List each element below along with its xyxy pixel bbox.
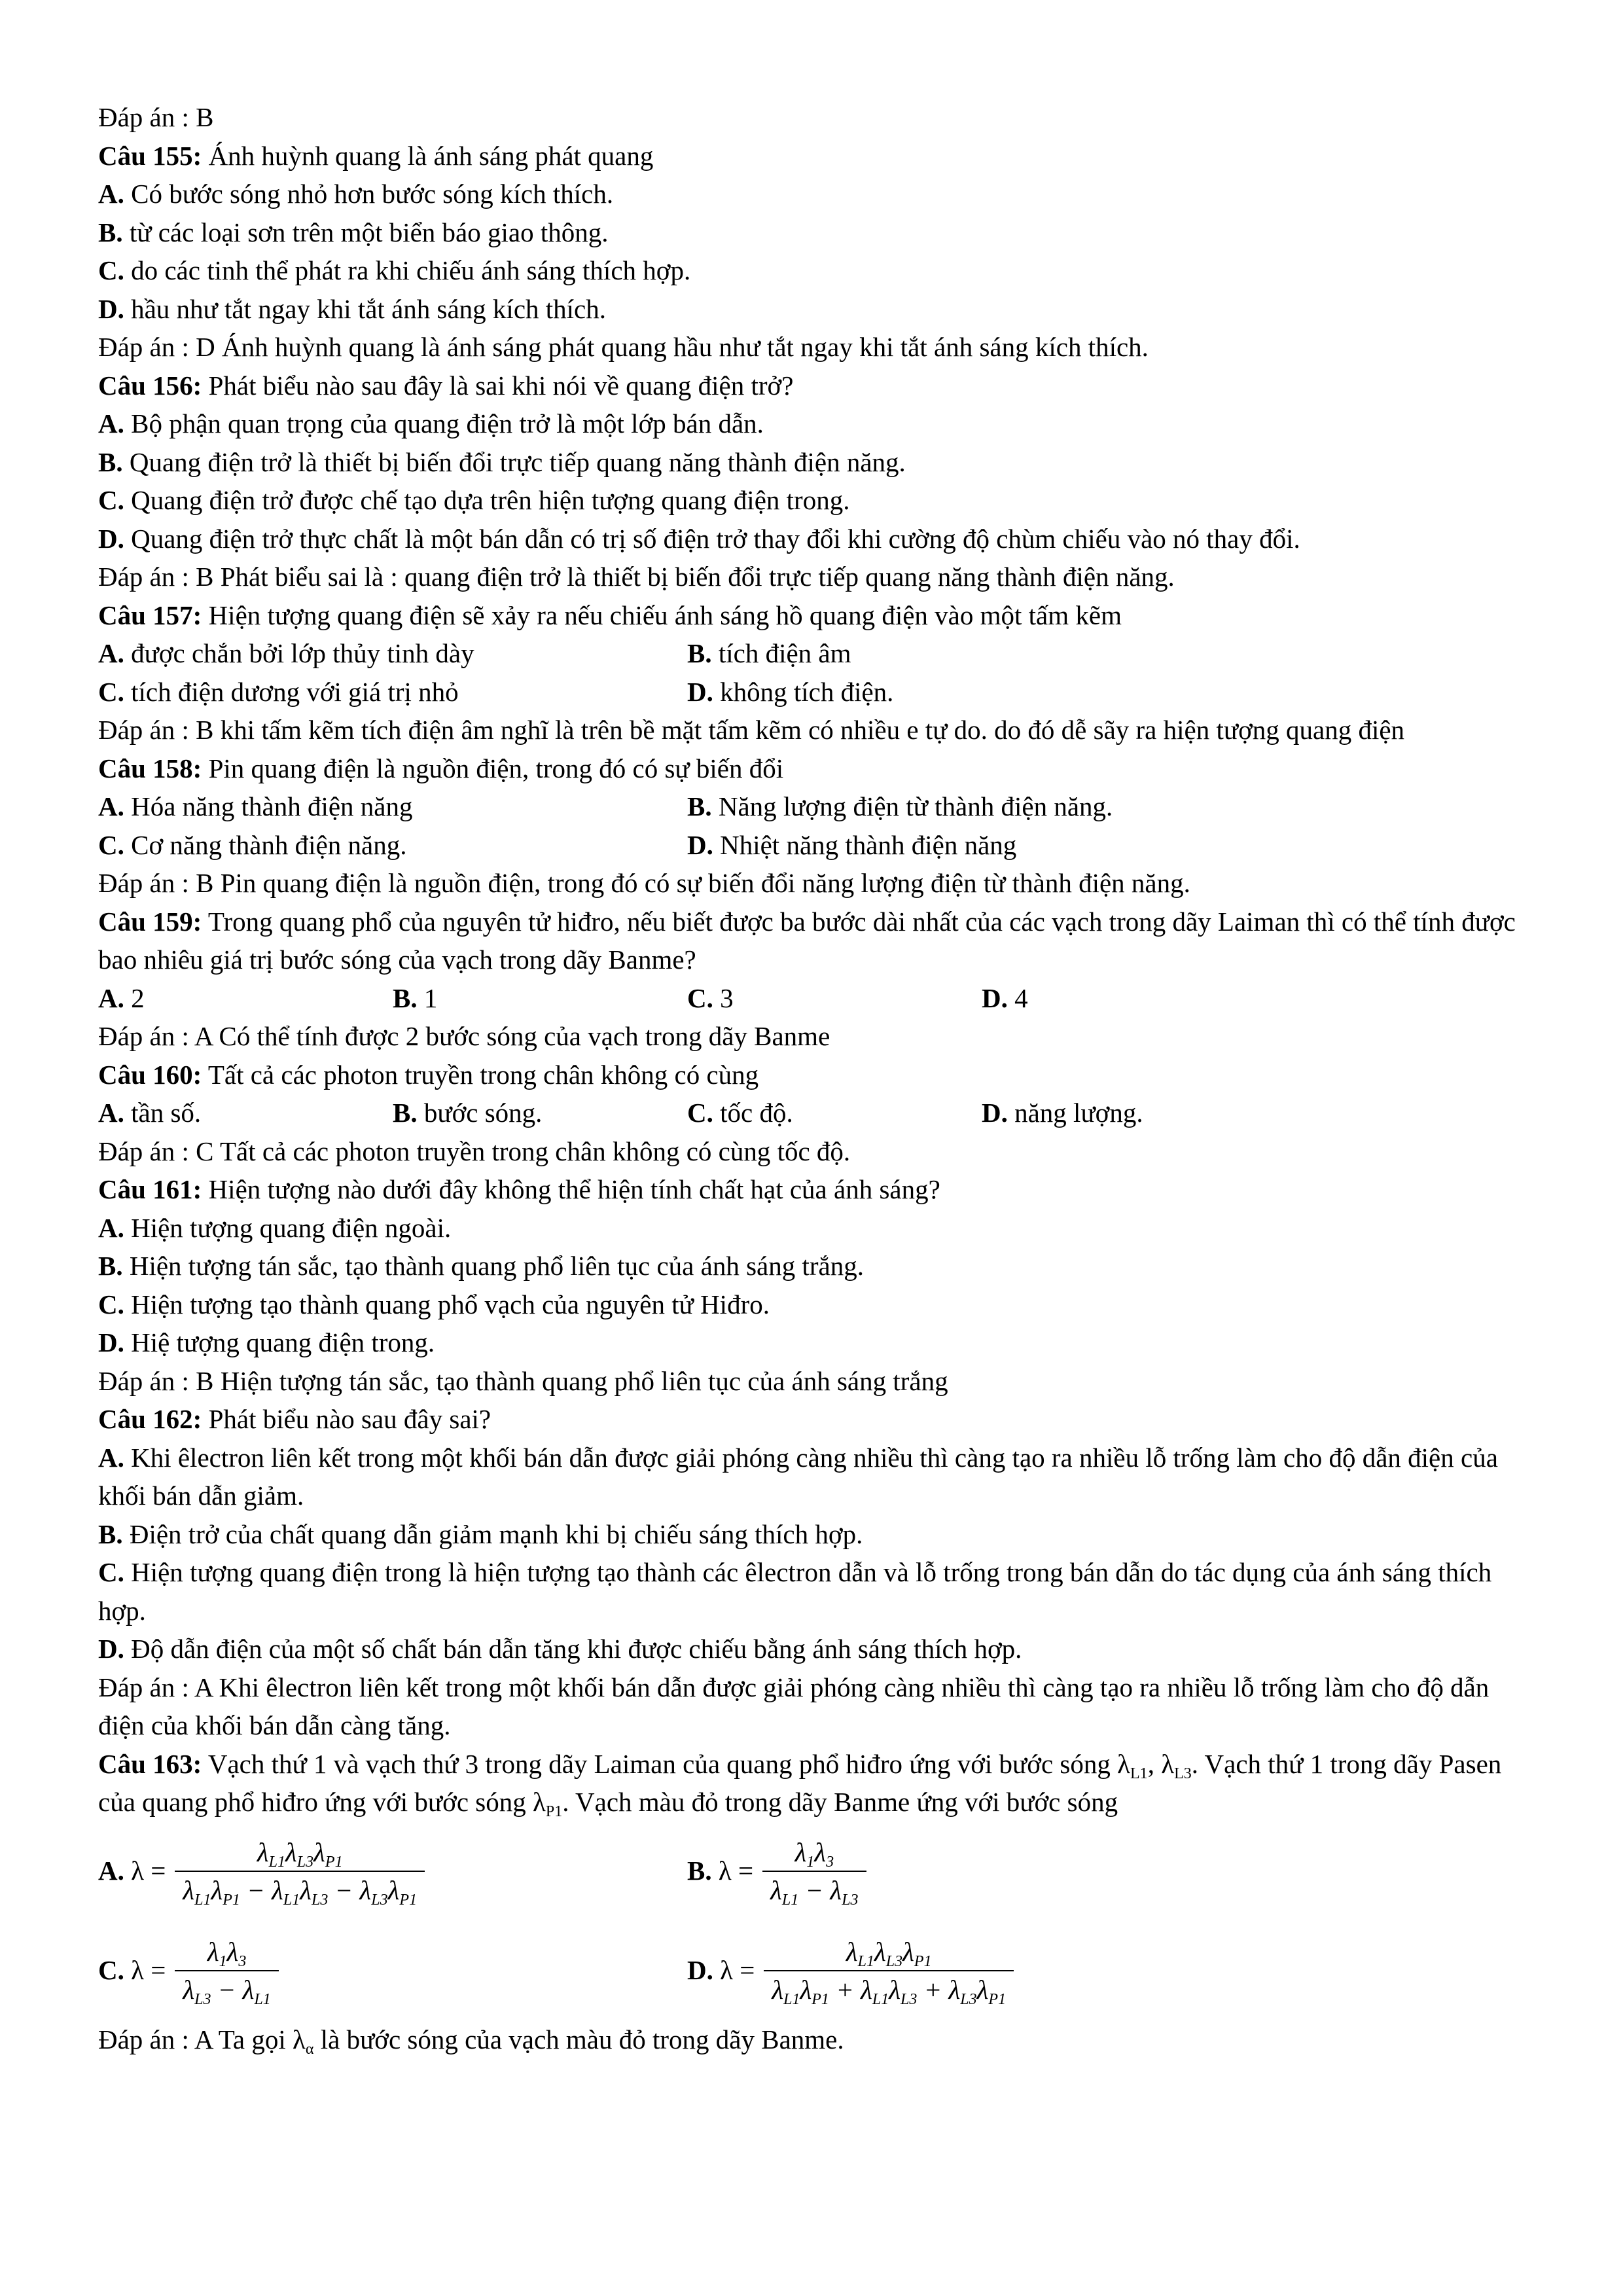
text-line: Đáp án : B: [98, 102, 214, 132]
numerator: $\lambda_1\lambda_3$: [794, 1837, 834, 1871]
option-b: B. 1: [393, 982, 438, 1013]
option-a: A. λ = $\frac{\lambda_{L1}\lambda_{L3}\lambda_{P1}}{\lambda_{L1}\lambda_{P1} - \lambda_{L1}\lambda_{L3} - \lambda_{L3}\lambda_{P1}}$: [98, 1837, 687, 1906]
text-line: Đáp án : B Phát biểu sai là : quang điện trở là thiết bị biến đổi trực tiếp quang năng thành điện năng.: [98, 562, 1175, 592]
q159-question: Câu 159: Trong quang phổ của nguyên tử hiđro, nếu biết được ba bước dài nhất của các vạch trong dãy Laiman thì có thể tính được bao nhiêu giá trị bước sóng của vạch trong dãy Banme?: [98, 906, 1516, 975]
option-d: D. 4: [982, 982, 1028, 1013]
text-line: D. hầu như tắt ngay khi tắt ánh sáng kích thích.: [98, 293, 606, 324]
text-line: B. Quang điện trở là thiết bị biến đổi trực tiếp quang năng thành điện năng.: [98, 446, 906, 477]
q157-options-row-2: [98, 673, 1538, 711]
option-b: B. Năng lượng điện từ thành điện năng.: [687, 791, 1113, 821]
q159-answer: Đáp án : A Có thể tính được 2 bước sóng của vạch trong dãy Banme: [98, 1021, 830, 1051]
text-line: B. Hiện tượng tán sắc, tạo thành quang phổ liên tục của ánh sáng trắng.: [98, 1251, 864, 1281]
text-line: C. Hiện tượng tạo thành quang phổ vạch của nguyên tử Hiđro.: [98, 1289, 770, 1319]
numerator: $\lambda_1\lambda_3$: [207, 1936, 247, 1970]
option-d: D. năng lượng.: [982, 1098, 1143, 1128]
text-line: Đáp án : D Ánh huỳnh quang là ánh sáng phát quang hầu như tắt ngay khi tắt ánh sáng kích thích.: [98, 332, 1149, 362]
text-line: D. Quang điện trở thực chất là một bán dẫn có trị số điện trở thay đổi khi cường độ chùm chiếu vào nó thay đổi.: [98, 523, 1300, 554]
text-line: A. Khi êlectron liên kết trong một khối bán dẫn được giải phóng càng nhiều thì càng tạo ra nhiều lỗ trống làm cho độ dẫn điện của khối bán dẫn giảm.: [98, 1442, 1498, 1511]
q160-answer: Đáp án : C Tất cả các photon truyền trong chân không có cùng tốc độ.: [98, 1136, 851, 1166]
fraction: [175, 1936, 278, 2008]
text-line: A. Bộ phận quan trọng của quang điện trở là một lớp bán dẫn.: [98, 408, 764, 439]
option-c: C. tích điện dương với giá trị nhỏ: [98, 676, 459, 707]
numerator: $\lambda_{L1}\lambda_{L3}\lambda_{P1}$: [846, 1936, 932, 1970]
text-line: D. Hiệ tượng quang điện trong.: [98, 1327, 435, 1357]
denominator: $\lambda_{L1} - \lambda_{L3}$: [762, 1871, 866, 1906]
q163-options-row-1: [98, 1821, 1538, 1921]
fraction: [175, 1837, 425, 1909]
text-line: B. từ các loại sơn trên một biển báo giao thông.: [98, 217, 609, 247]
q158-options-row-2: [98, 826, 1538, 865]
text-line: Câu 162: Phát biểu nào sau đây sai?: [98, 1404, 491, 1434]
option-d: D. λ = $\frac{\lambda_{L1}\lambda_{L3}\lambda_{P1}}{\lambda_{L1}\lambda_{P1} + \lambda_{L1}\lambda_{L3} + \lambda_{L3}\lambda_{P1}}$: [687, 1936, 1276, 2005]
question-block-161-162: [98, 1170, 1538, 1745]
option-c: C. tốc độ.: [687, 1098, 793, 1128]
q159-options: [98, 979, 1538, 1018]
text-line: A. Hiện tượng quang điện ngoài.: [98, 1212, 452, 1243]
text-line: Câu 157: Hiện tượng quang điện sẽ xảy ra nếu chiếu ánh sáng hồ quang điện vào một tấm kẽm: [98, 600, 1122, 630]
q163-options-row-2: [98, 1921, 1538, 2020]
text-line: Đáp án : A Khi êlectron liên kết trong một khối bán dẫn được giải phóng càng nhiều thì càng tạo ra nhiều lỗ trống làm cho độ dẫn điện của khối bán dẫn càng tăng.: [98, 1672, 1489, 1740]
q158-options-row-1: [98, 787, 1538, 826]
q160-options: [98, 1094, 1538, 1132]
q163-question: Câu 163: Vạch thứ 1 và vạch thứ 3 trong dãy Laiman của quang phổ hiđro ứng với bước sóng $\lambda_{L1}$, $\lambda_{L3}$. Vạch thứ 1 trong dãy Pasen của quang phổ hiđro ứng với bước sóng $\lambda_{P1}$. Vạch màu đỏ trong dãy Banme ứng với bước sóng: [98, 1748, 1502, 1820]
text-line: C. do các tinh thể phát ra khi chiếu ánh sáng thích hợp.: [98, 255, 691, 285]
option-d: D. không tích điện.: [687, 676, 894, 707]
q157-options-row-1: [98, 634, 1538, 673]
q157-answer: Đáp án : B khi tấm kẽm tích điện âm nghĩ là trên bề mặt tấm kẽm có nhiều e tự do. do đó dễ sãy ra hiện tượng quang điện: [98, 715, 1405, 745]
option-a: A. được chắn bởi lớp thủy tinh dày: [98, 638, 474, 668]
q163-answer: Đáp án : A Ta gọi $\lambda_\alpha$ là bước sóng của vạch màu đỏ trong dãy Banme.: [98, 2024, 844, 2058]
numerator: $\lambda_{L1}\lambda_{L3}\lambda_{P1}$: [257, 1837, 343, 1871]
denominator: $\lambda_{L1}\lambda_{P1} - \lambda_{L1}\lambda_{L3} - \lambda_{L3}\lambda_{P1}$: [175, 1871, 425, 1906]
option-b: B. tích điện âm: [687, 638, 851, 668]
text-line: C. Hiện tượng quang điện trong là hiện tượng tạo thành các êlectron dẫn và lỗ trống trong bán dẫn do tác dụng của ánh sáng thích hợp.: [98, 1557, 1492, 1626]
q160-question: Câu 160: Tất cả các photon truyền trong chân không có cùng: [98, 1059, 759, 1090]
q158-question: Câu 158: Pin quang điện là nguồn điện, trong đó có sự biến đổi: [98, 753, 784, 783]
option-a: A. Hóa năng thành điện năng: [98, 791, 413, 821]
q158-answer: Đáp án : B Pin quang điện là nguồn điện, trong đó có sự biến đổi năng lượng điện từ thành điện năng.: [98, 868, 1190, 898]
text-line: Câu 156: Phát biểu nào sau đây là sai khi nói về quang điện trở?: [98, 370, 794, 401]
option-c: C. λ = $\frac{\lambda_1\lambda_3}{\lambda_{L3} - \lambda_{L1}}$: [98, 1936, 687, 2005]
fraction: [764, 1936, 1014, 2008]
text-line: Đáp án : B Hiện tượng tán sắc, tạo thành quang phổ liên tục của ánh sáng trắng: [98, 1365, 948, 1396]
denominator: $\lambda_{L1}\lambda_{P1} + \lambda_{L1}\lambda_{L3} + \lambda_{L3}\lambda_{P1}$: [764, 1970, 1014, 2005]
option-b: B. λ = $\frac{\lambda_1\lambda_3}{\lambda_{L1} - \lambda_{L3}}$: [687, 1837, 1276, 1906]
text-line: A. Có bước sóng nhỏ hơn bước sóng kích thích.: [98, 179, 614, 209]
option-a: A. 2: [98, 982, 145, 1013]
option-c: C. 3: [687, 982, 734, 1013]
text-line: B. Điện trở của chất quang dẫn giảm mạnh khi bị chiếu sáng thích hợp.: [98, 1518, 863, 1549]
question-block-155-157: [98, 98, 1538, 634]
option-a: A. tần số.: [98, 1098, 202, 1128]
fraction: [762, 1837, 866, 1909]
option-d: D. Nhiệt năng thành điện năng: [687, 829, 1017, 860]
option-b: B. bước sóng.: [393, 1098, 543, 1128]
text-line: C. Quang điện trở được chế tạo dựa trên hiện tượng quang điện trong.: [98, 485, 850, 515]
denominator: $\lambda_{L3} - \lambda_{L1}$: [175, 1970, 278, 2005]
option-c: C. Cơ năng thành điện năng.: [98, 829, 407, 860]
text-line: Câu 161: Hiện tượng nào dưới đây không thể hiện tính chất hạt của ánh sáng?: [98, 1174, 940, 1204]
text-line: D. Độ dẫn điện của một số chất bán dẫn tăng khi được chiếu bằng ánh sáng thích hợp.: [98, 1634, 1022, 1664]
text-line: Câu 155: Ánh huỳnh quang là ánh sáng phát quang: [98, 140, 654, 171]
document-page: [98, 98, 1538, 2058]
